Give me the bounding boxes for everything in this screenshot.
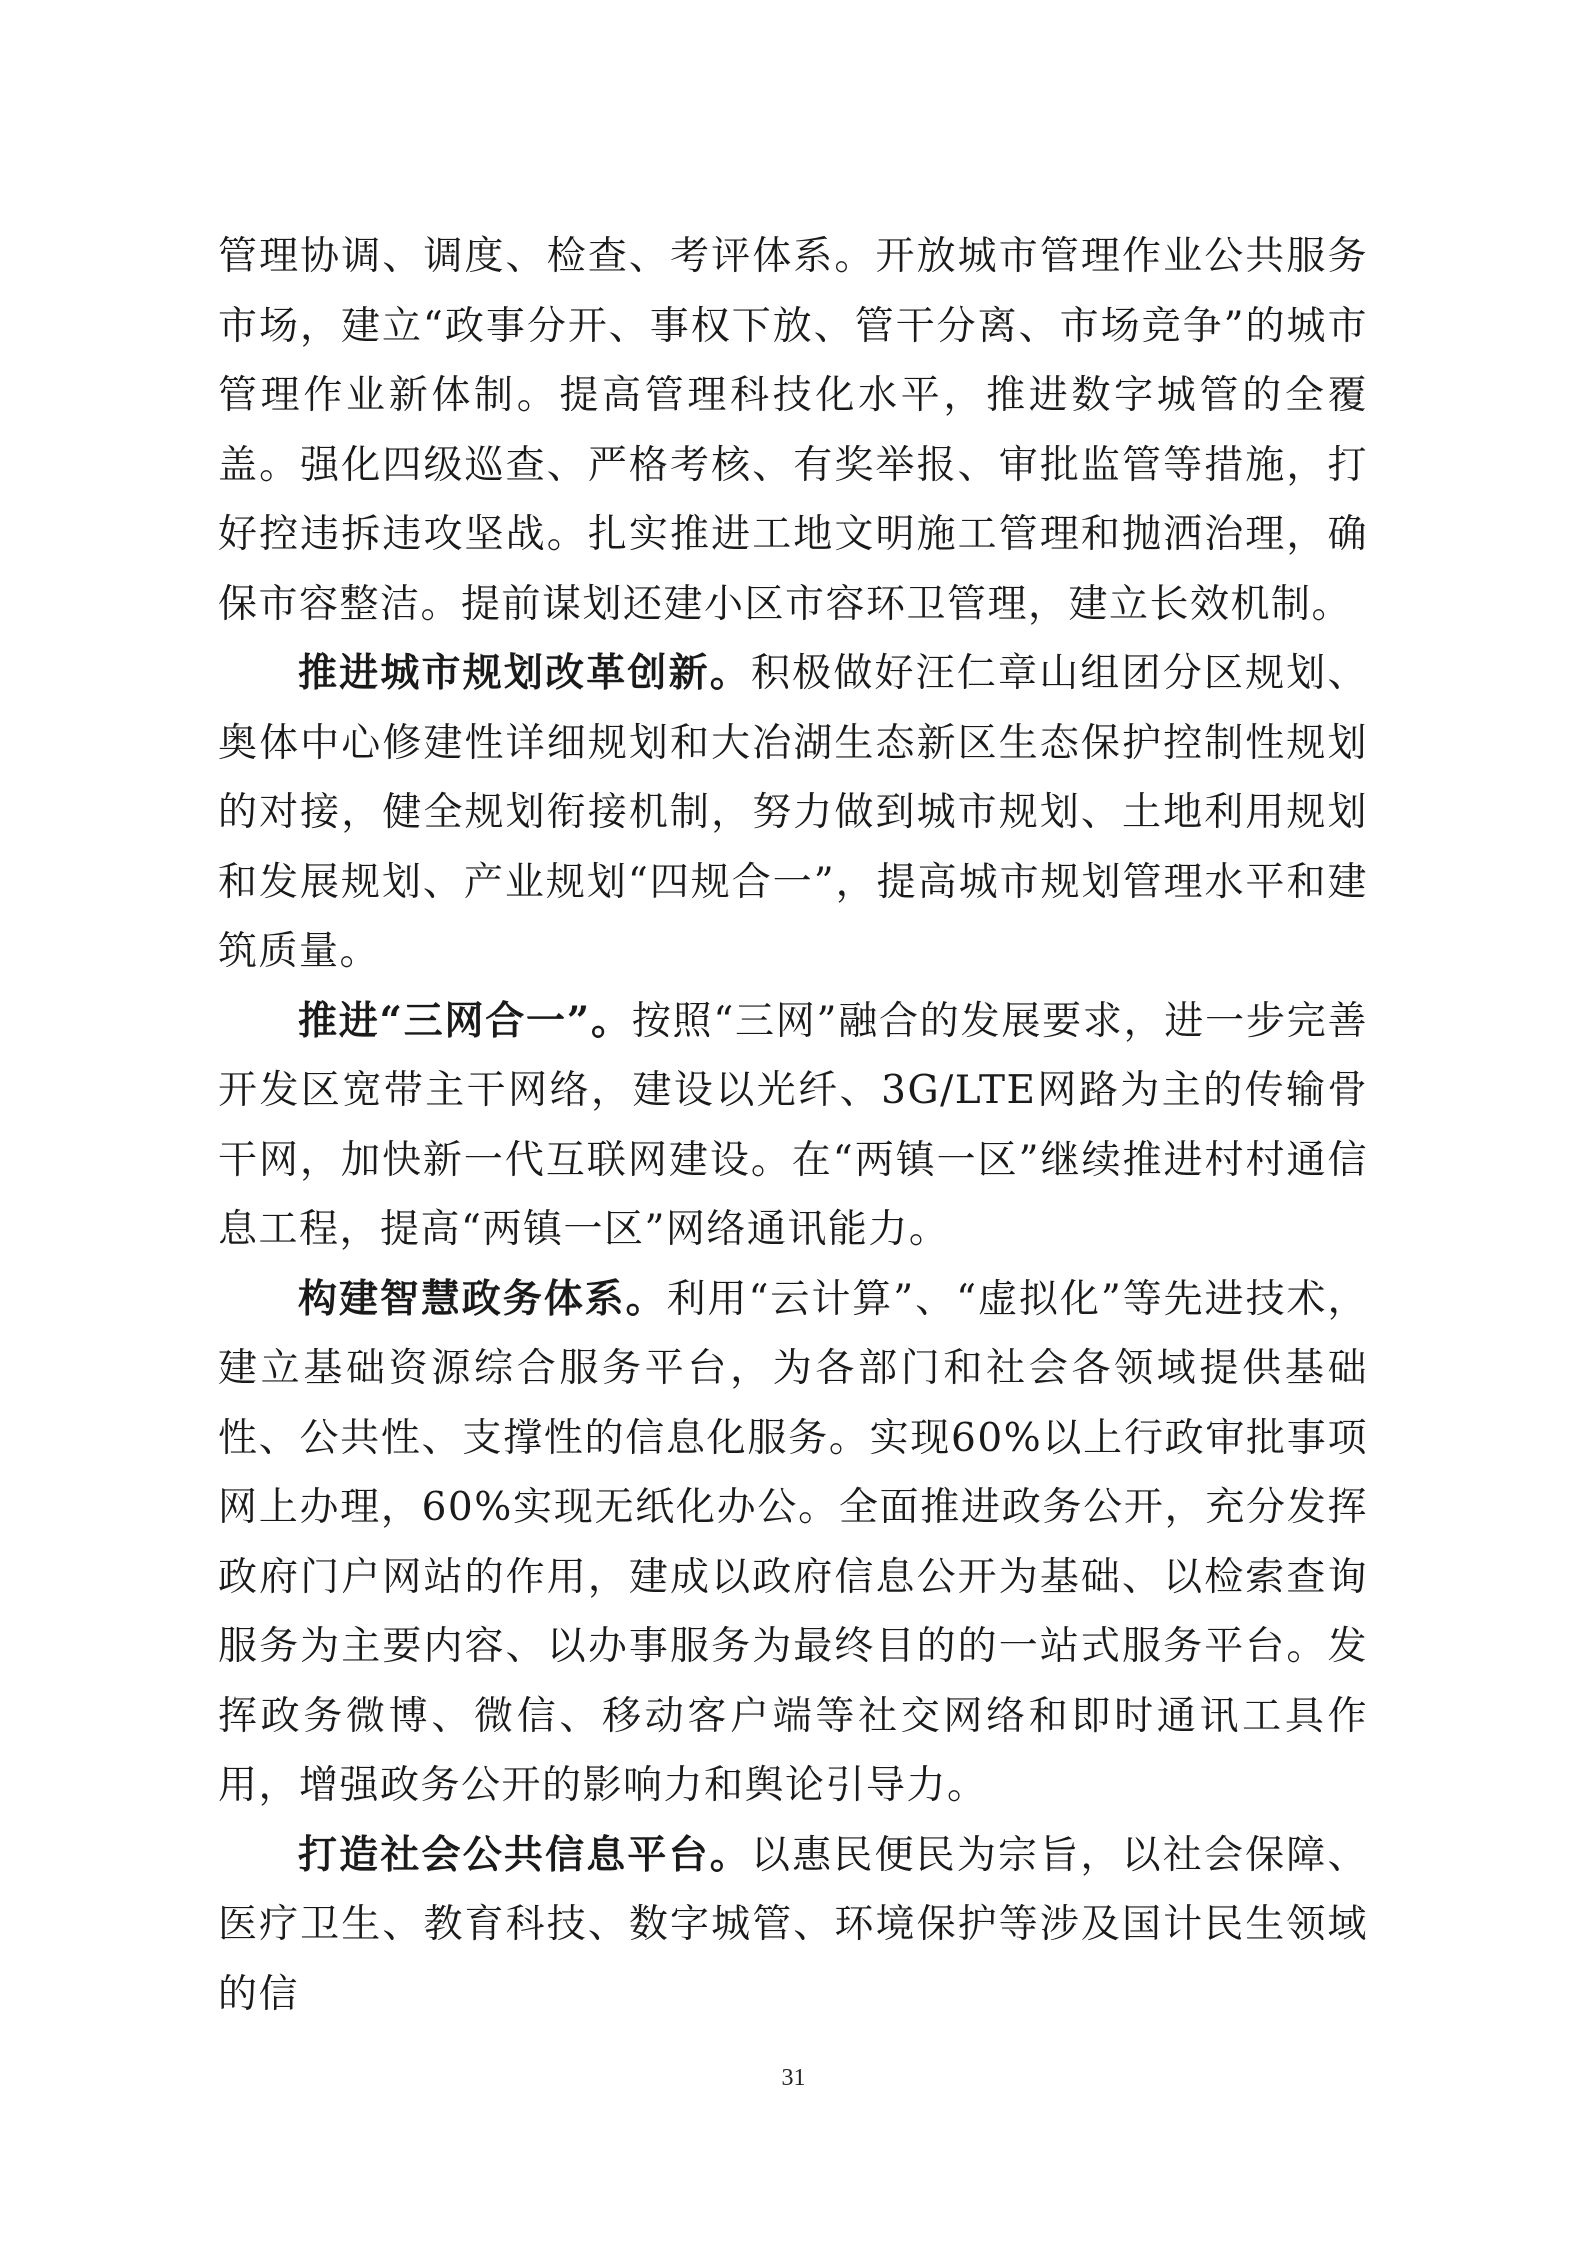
paragraph-lead: 构建智慧政务体系。 (298, 1275, 667, 1322)
body-text (218, 222, 1368, 2029)
paragraph-smart-government (218, 1265, 1368, 1821)
page-number: 31 (781, 2065, 806, 2091)
paragraph-public-info-platform (218, 1821, 1368, 2030)
paragraph-three-networks (218, 987, 1368, 1265)
paragraph-text: 按照“三网”融合的发展要求，进一步完善开发区宽带主干网络，建设以光纤、3G/LTE网路为主的传输骨干网，加快新一代互联网建设。在“两镇一区”继续推进村村通信息工程，提高“两镇一区”网络通讯能力。 (218, 998, 1368, 1252)
paragraph-city-management-system (218, 222, 1368, 639)
paragraph-urban-planning-reform (218, 639, 1368, 987)
paragraph-text: 以惠民便民为宗旨，以社会保障、医疗卫生、教育科技、数字城管、环境保护等涉及国计民生领域的信 (218, 1832, 1368, 2017)
paragraph-lead: 推进城市规划改革创新。 (298, 650, 751, 696)
paragraph-lead: 推进“三网合一”。 (298, 997, 632, 1044)
paragraph-text: 积极做好汪仁章山组团分区规划、奥体中心修建性详细规划和大冶湖生态新区生态保护控制性规划的对接，健全规划衔接机制，努力做到城市规划、土地利用规划和发展规划、产业规划“四规合一”，提高城市规划管理水平和建筑质量。 (218, 651, 1368, 974)
paragraph-lead: 打造社会公共信息平台。 (298, 1831, 751, 1878)
paragraph-text: 管理协调、调度、检查、考评体系。开放城市管理作业公共服务市场，建立“政事分开、事权下放、管干分离、市场竞争”的城市管理作业新体制。提高管理科技化水平，推进数字城管的全覆盖。强化四级巡查、严格考核、有奖举报、审批监管等措施，打好控违拆违攻坚战。扎实推进工地文明施工管理和抛洒治理，确保市容整洁。提前谋划还建小区市容环卫管理，建立长效机制。 (218, 234, 1368, 627)
paragraph-text: 利用“云计算”、“虚拟化”等先进技术，建立基础资源综合服务平台，为各部门和社会各领域提供基础性、公共性、支撑性的信息化服务。实现60%以上行政审批事项网上办理，60%实现无纸化办公。全面推进政务公开，充分发挥政府门户网站的作用，建成以政府信息公开为基础、以检索查询服务为主要内容、以办事服务为最终目的的一站式服务平台。发挥政务微博、微信、移动客户端等社交网络和即时通讯工具作用，增强政务公开的影响力和舆论引导力。 (218, 1276, 1368, 1808)
